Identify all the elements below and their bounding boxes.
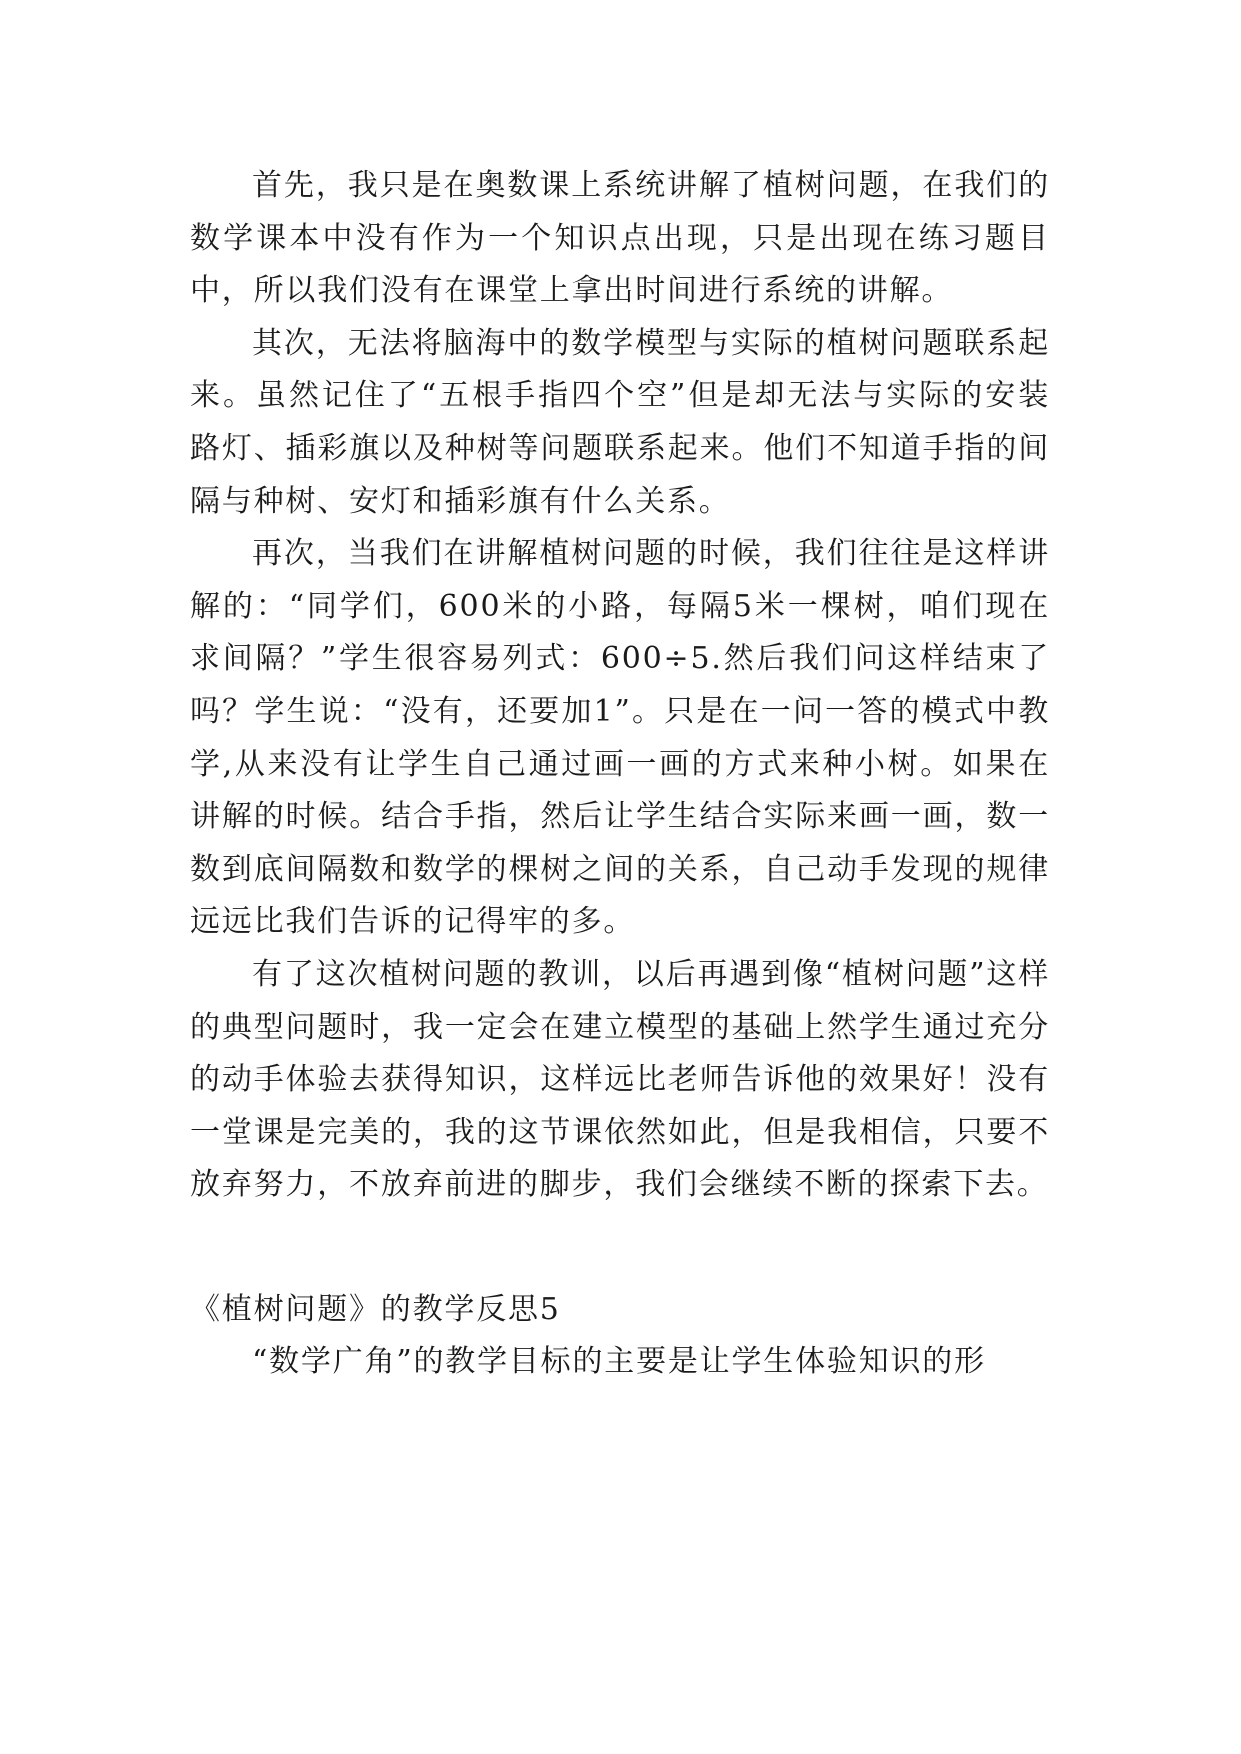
paragraph-first-reason: 首先，我只是在奥数课上系统讲解了植树问题，在我们的数学课本中没有作为一个知识点出现，只是出现在练习题目中，所以我们没有在课堂上拿出时间进行系统的讲解。	[190, 168, 1050, 309]
paragraph-conclusion: 有了这次植树问题的教训，以后再遇到像“植树问题”这样的典型问题时，我一定会在建立模型的基础上然学生通过充分的动手体验去获得知识，这样远比老师告诉他的效果好！没有一堂课是完美的，我的这节课依然如此，但是我相信，只要不放弃努力，不放弃前进的脚步，我们会继续不断的探索下去。	[190, 956, 1050, 1203]
section-heading: 《植树问题》的教学反思5	[190, 1291, 561, 1327]
paragraph-third-reason: 再次，当我们在讲解植树问题的时候，我们往往是这样讲解的：“同学们，600米的小路，每隔5米一棵树，咱们现在求间隔？”学生很容易列式：600÷5.然后我们问这样结束了吗？学生说：“没有，还要加1”。只是在一问一答的模式中教学,从来没有让学生自己通过画一画的方式来种小树。如果在讲解的时候。结合手指，然后让学生结合实际来画一画，数一数到底间隔数和数学的棵树之间的关系，自己动手发现的规律远远比我们告诉的记得牢的多。	[190, 536, 1050, 940]
paragraph-second-reason: 其次，无法将脑海中的数学模型与实际的植树问题联系起来。虽然记住了“五根手指四个空”但是却无法与实际的安装路灯、插彩旗以及种树等问题联系起来。他们不知道手指的间隔与种树、安灯和插彩旗有什么关系。	[190, 325, 1050, 519]
document-body	[190, 160, 1050, 1389]
section-first-paragraph: “数学广角”的教学目标的主要是让学生体验知识的形	[252, 1344, 986, 1380]
